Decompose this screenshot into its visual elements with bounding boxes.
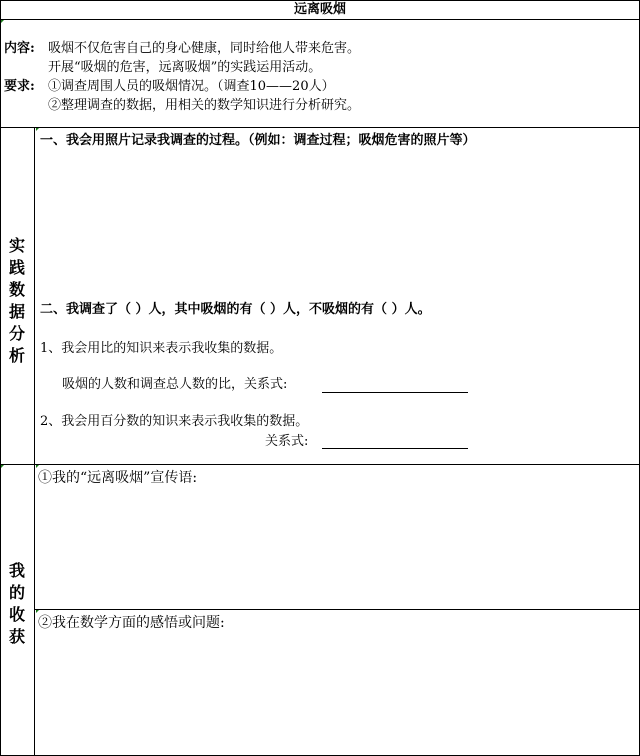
content-line-2: 开展“吸烟的危害，远离吸烟”的实践运用活动。	[48, 60, 322, 75]
item-ratio: 1、我会用比的知识来表示我收集的数据。	[40, 341, 283, 356]
rule-under-header	[0, 127, 640, 128]
requirement-2: ②整理调查的数据，用相关的数学知识进行分析研究。	[48, 98, 361, 113]
requirements-label: 要求:	[4, 79, 35, 94]
harvest-side-label: 我 的 收 获	[8, 561, 25, 646]
practice-side-label: 实 践 数 据 分 析	[8, 236, 25, 365]
slogan-label: ①我的“远离吸烟”宣传语:	[38, 470, 198, 486]
content-line-1: 吸烟不仅危害自己的身心健康，同时给他人带来危害。	[48, 41, 361, 56]
page-title: 远离吸烟	[293, 2, 346, 17]
ratio-answer-line[interactable]	[322, 392, 468, 393]
item-percentage: 2、我会用百分数的知识来表示我收集的数据。	[40, 414, 309, 429]
cell-marker	[36, 610, 39, 613]
ratio-label: 吸烟的人数和调查总人数的比，关系式:	[62, 377, 288, 392]
cell-marker	[36, 465, 39, 468]
cell-marker	[1, 465, 4, 468]
column-divider	[34, 127, 35, 756]
border-top	[0, 0, 640, 1]
insight-label: ②我在数学方面的感悟或问题:	[38, 615, 225, 631]
requirement-1: ①调查周围人员的吸烟情况。（调查10——20人）	[48, 79, 335, 94]
relation-label: 关系式:	[265, 434, 309, 449]
cell-marker	[1, 20, 4, 23]
task-photo-record: 一、我会用照片记录我调查的过程。（例如：调查过程；吸烟危害的照片等）	[40, 133, 476, 148]
relation-answer-line[interactable]	[322, 448, 468, 449]
rule-under-practice	[0, 464, 640, 465]
cell-marker	[36, 128, 39, 131]
content-label: 内容:	[4, 41, 35, 56]
rule-under-title	[0, 19, 640, 20]
task-survey-count: 二、我调查了（ ）人，其中吸烟的有（ ）人，不吸烟的有（ ）人。	[40, 302, 431, 317]
rule-mid-harvest	[34, 609, 640, 610]
